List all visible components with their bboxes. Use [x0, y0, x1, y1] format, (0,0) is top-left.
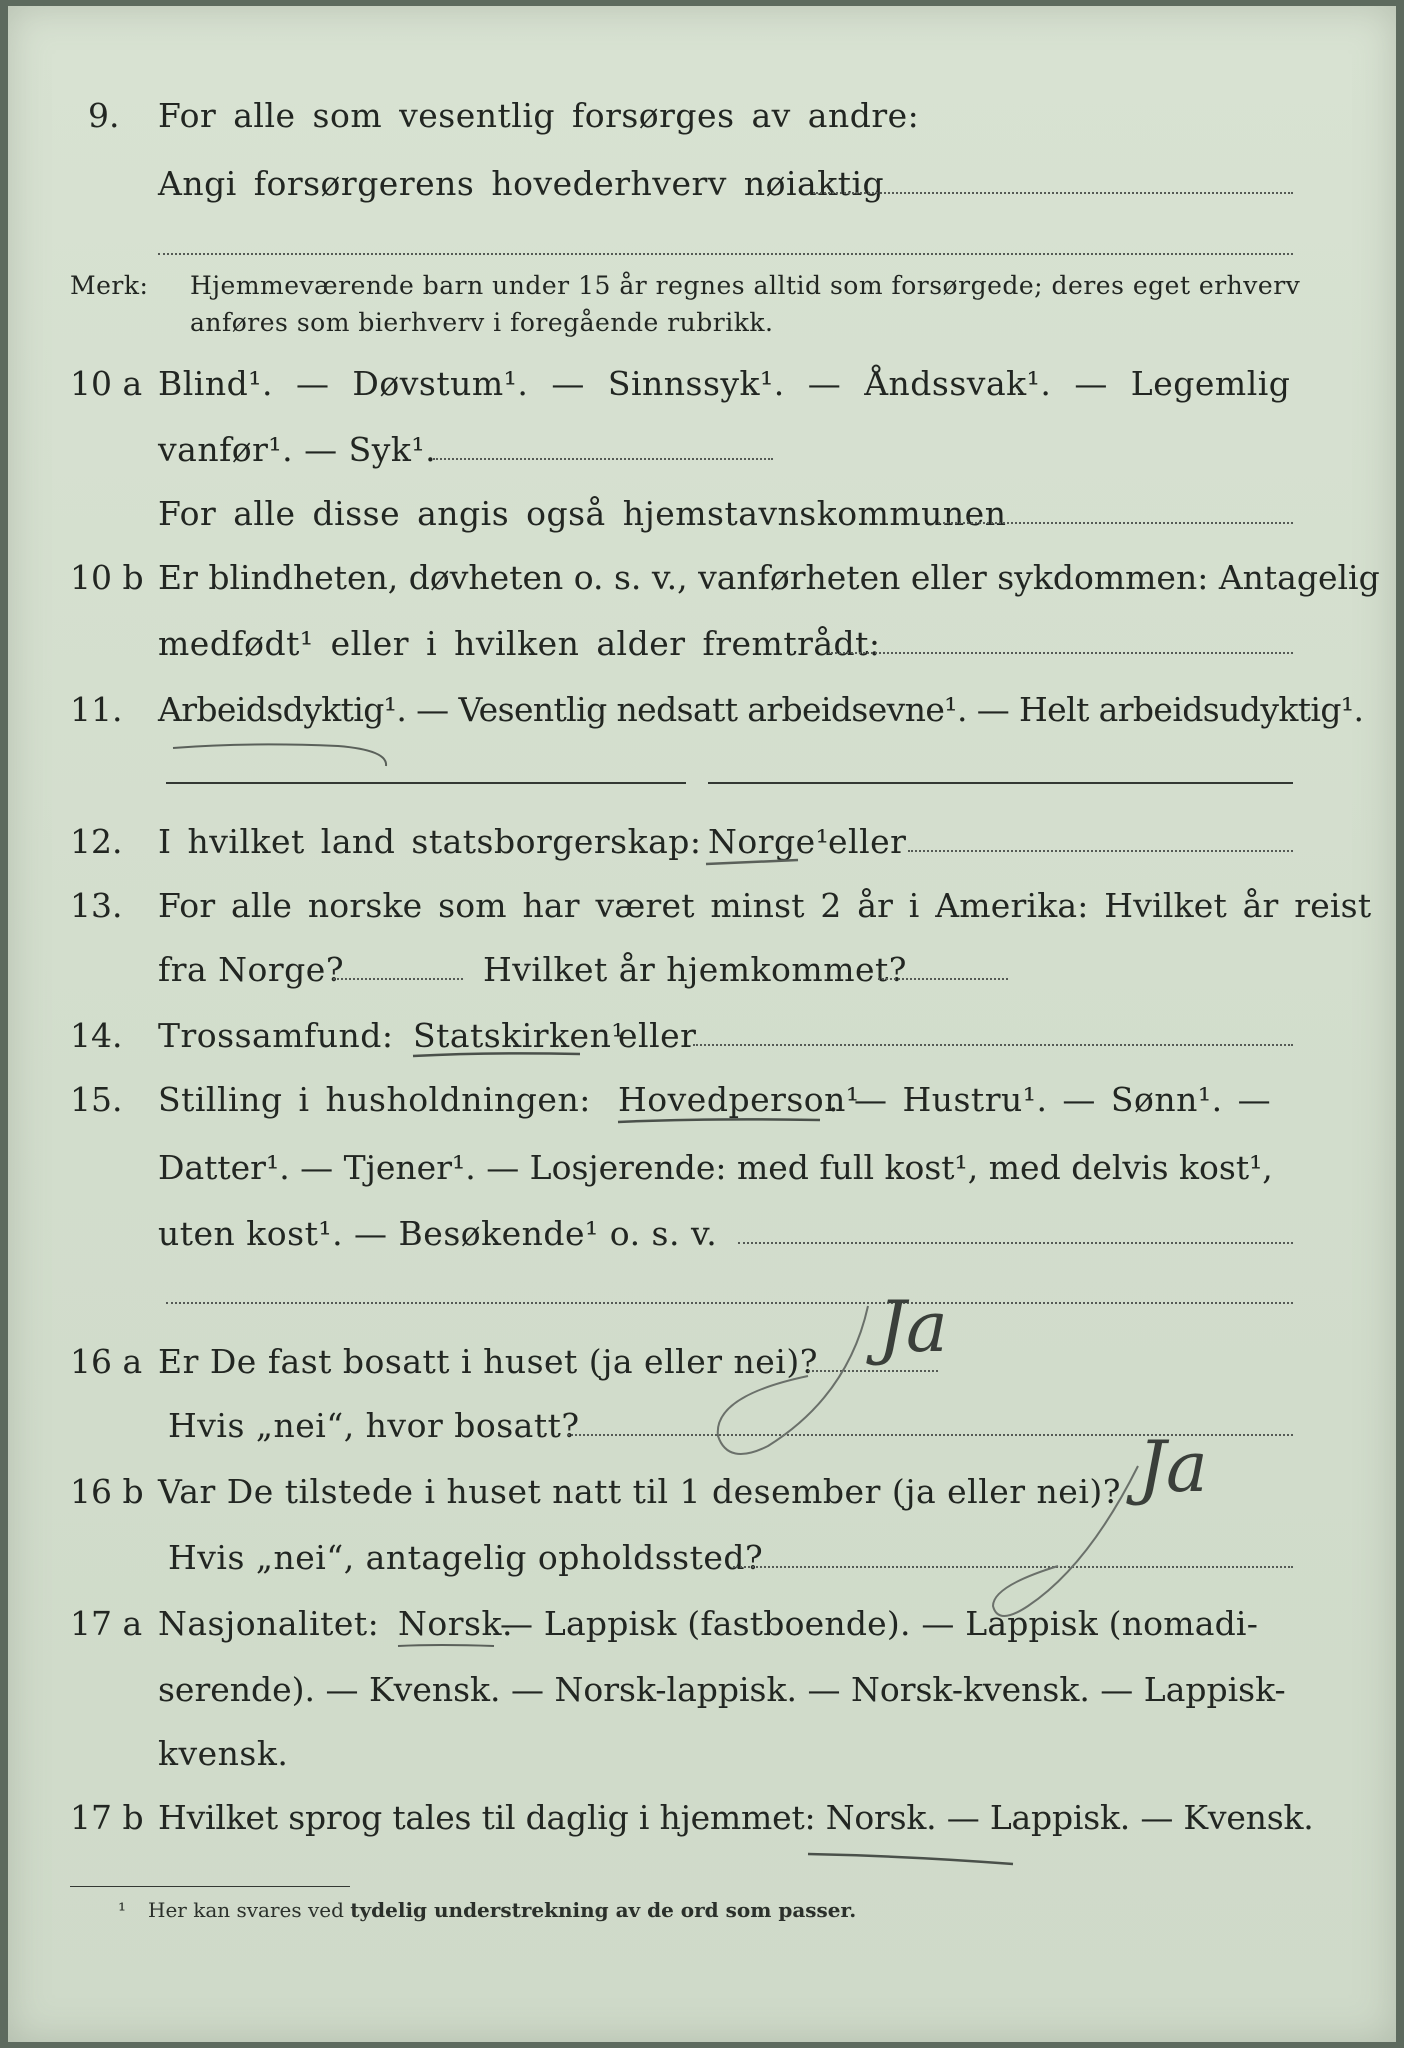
q12-eller: eller	[828, 822, 907, 861]
question-11-line-1: Arbeidsdyktig¹. — Vesentlig nedsatt arbeidsevne¹. — Helt arbeidsudyktig¹.	[158, 690, 1364, 729]
q11-pen-mark	[173, 744, 386, 766]
question-16a-line-1: Er De fast bosatt i huset (ja eller nei)?	[158, 1342, 818, 1381]
question-15-line-1-rest: . — Hustru¹. — Sønn¹. —	[828, 1080, 1272, 1119]
question-17a-line-3: kvensk.	[158, 1734, 289, 1773]
q16a-pen-stroke	[718, 1306, 868, 1454]
question-13-line-2a: fra Norge?	[158, 950, 345, 989]
question-12-line-1: I hvilket land statsborgerskap:	[158, 822, 702, 861]
question-17a-number: 17 a	[70, 1604, 143, 1643]
question-10b-number: 10 b	[70, 558, 144, 597]
q16b-pen-stroke	[993, 1466, 1138, 1616]
question-13-number: 13.	[70, 886, 123, 925]
q14-statskirken-underline	[413, 1053, 580, 1056]
question-16a-line-2: Hvis „nei“, hvor bosatt?	[168, 1406, 580, 1445]
question-12-number: 12.	[70, 822, 123, 861]
q17b-norsk-underline	[808, 1854, 1013, 1864]
question-15-line-2: Datter¹. — Tjener¹. — Losjerende: med full kost¹, med delvis kost¹,	[158, 1148, 1273, 1187]
footnote-mark: ¹	[118, 1898, 127, 1922]
q14-eller: eller	[618, 1016, 697, 1055]
q17a-norsk-option: Norsk.	[398, 1604, 513, 1643]
question-17a-line-2: serende). — Kvensk. — Norsk-lappisk. — Norsk-kvensk. — Lappisk-	[158, 1670, 1286, 1709]
question-16b-line-2: Hvis „nei“, antagelig opholdssted?	[168, 1538, 764, 1577]
q15-hovedperson-underline	[618, 1119, 820, 1122]
question-14-number: 14.	[70, 1016, 123, 1055]
question-10a-line-1: Blind¹. — Døvstum¹. — Sinnssyk¹. — Åndssvak¹. — Legemlig	[158, 364, 1291, 403]
question-15-line-3: uten kost¹. — Besøkende¹ o. s. v.	[158, 1214, 718, 1253]
question-10a-line-3: For alle disse angis også hjemstavnskommunen	[158, 494, 1007, 533]
q16b-handwritten-answer: Ja	[1138, 1426, 1208, 1508]
q16a-handwritten-answer: Ja	[878, 1286, 948, 1368]
question-16a-number: 16 a	[70, 1342, 143, 1381]
question-17b-number: 17 b	[70, 1798, 144, 1837]
question-16b-line-1: Var De tilstede i huset natt til 1 desember (ja eller nei)?	[158, 1472, 1121, 1511]
footnote-text-normal: Her kan svares ved	[148, 1898, 344, 1922]
question-10b-line-1: Er blindheten, døvheten o. s. v., vanførheten eller sykdommen: Antagelig	[158, 558, 1380, 597]
q17a-label: Nasjonalitet:	[158, 1604, 380, 1643]
question-17b-line-1: Hvilket sprog tales til daglig i hjemmet: Norsk. — Lappisk. — Kvensk.	[158, 1798, 1314, 1837]
pen-marks-layer	[8, 6, 1396, 2042]
question-10b-line-2: medfødt¹ eller i hvilken alder fremtrådt:	[158, 624, 881, 663]
merk-label: Merk:	[70, 271, 149, 300]
question-9-number: 9.	[88, 96, 120, 135]
question-15-number: 15.	[70, 1080, 123, 1119]
question-11-number: 11.	[70, 690, 123, 729]
question-13-line-2b: Hvilket år hjemkommet?	[483, 950, 907, 989]
footnote-text-bold: tydelig understrekning av de ord som passer.	[350, 1898, 857, 1922]
q15-hovedperson-option: Hovedperson¹	[618, 1080, 860, 1119]
question-10a-number: 10 a	[70, 364, 143, 403]
question-16b-number: 16 b	[70, 1472, 144, 1511]
question-13-line-1: For alle norske som har været minst 2 år i Amerika: Hvilket år reist	[158, 886, 1372, 925]
question-17a-line-1-rest: — Lappisk (fastboende). — Lappisk (nomadi-	[500, 1604, 1259, 1643]
q17a-norsk-underline	[398, 1645, 494, 1646]
q14-label: Trossamfund:	[158, 1016, 394, 1055]
census-form-page	[8, 6, 1396, 2042]
q12-norge-underline	[706, 860, 798, 864]
merk-line-2: anføres som bierhverv i foregående rubrikk.	[190, 308, 774, 337]
merk-line-1: Hjemmeværende barn under 15 år regnes alltid som forsørgede; deres eget erhverv	[190, 271, 1301, 300]
q14-statskirken-option: Statskirken¹	[413, 1016, 626, 1055]
q15-label: Stilling i husholdningen:	[158, 1080, 591, 1119]
q12-norge-option: Norge¹	[708, 822, 830, 861]
question-9-line-1: For alle som vesentlig forsørges av andre:	[158, 96, 920, 135]
question-9-line-2: Angi forsørgerens hovederhverv nøiaktig	[158, 164, 885, 203]
question-10a-line-2: vanfør¹. — Syk¹.	[158, 430, 437, 469]
